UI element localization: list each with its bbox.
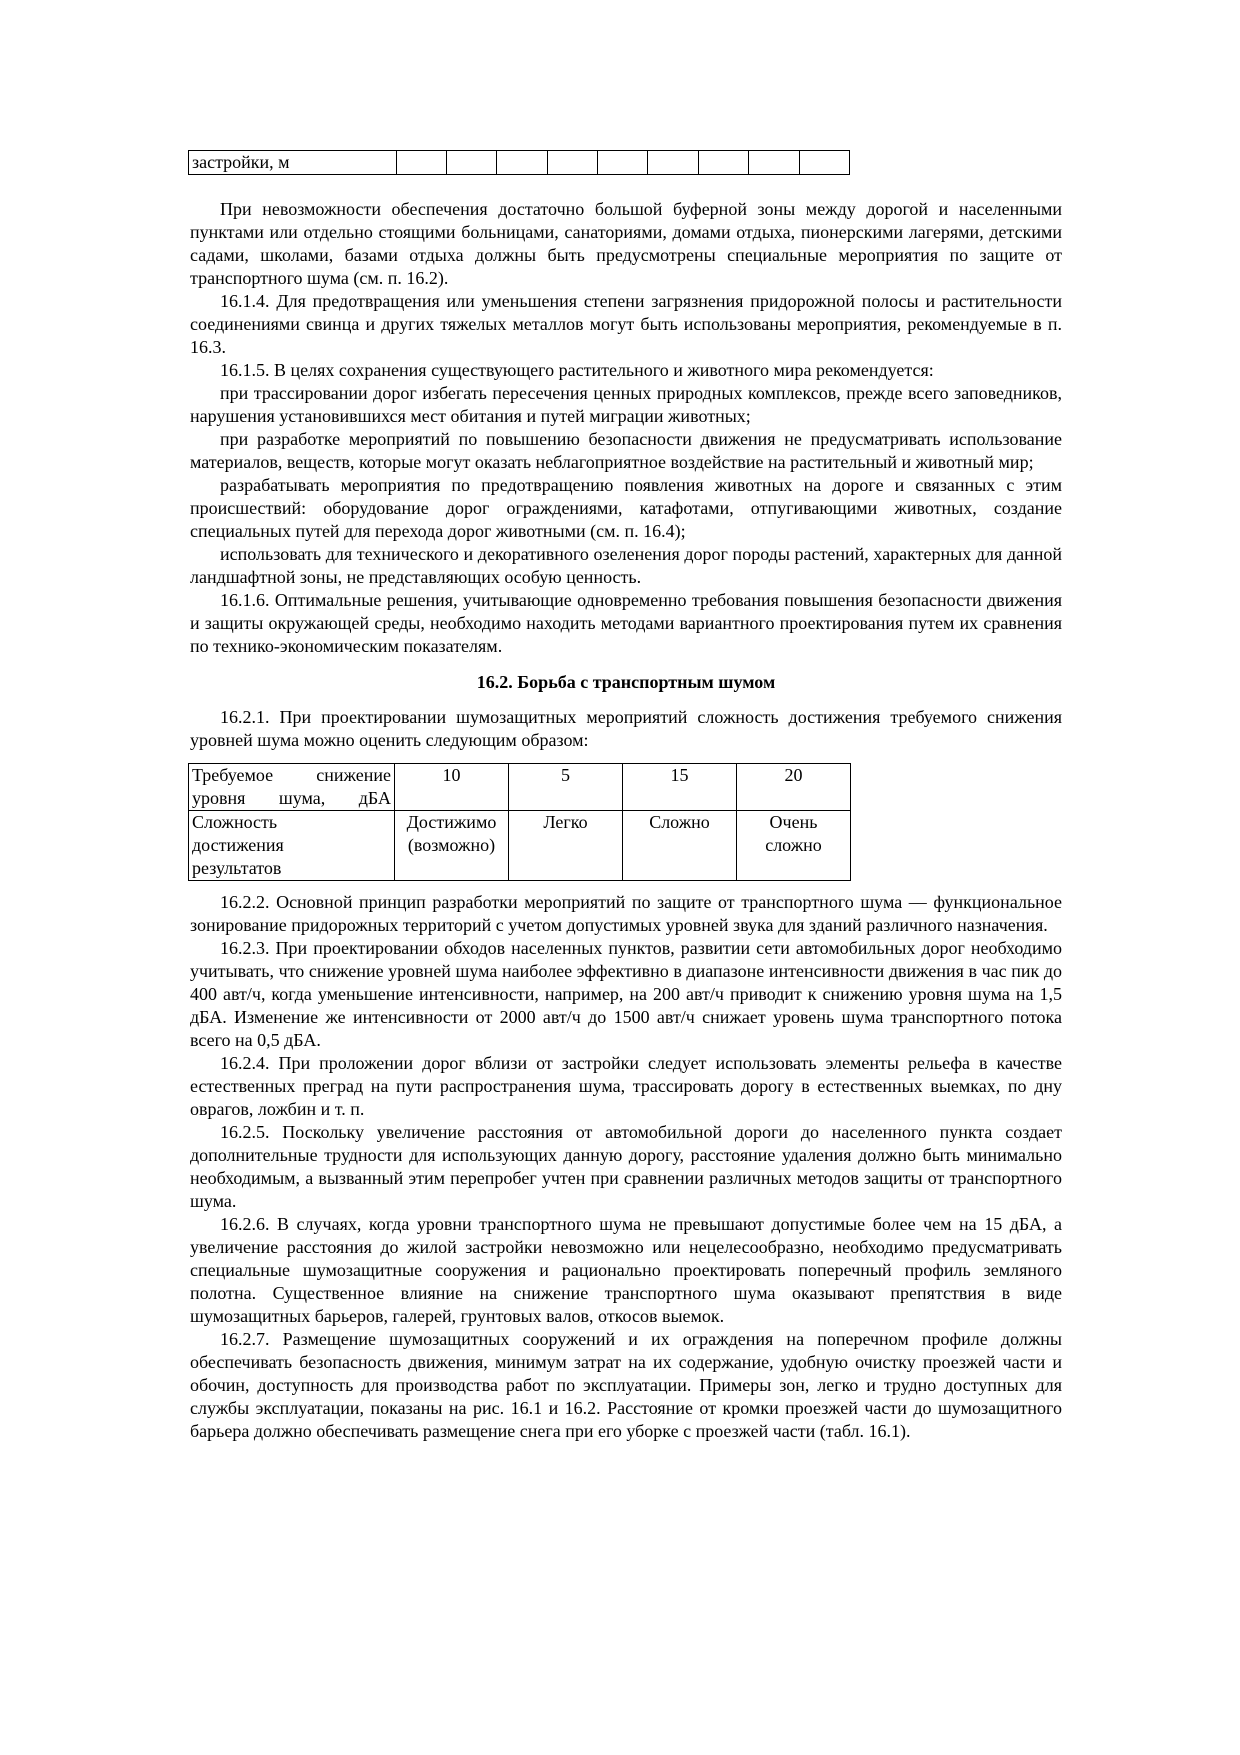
table-cell: Легко <box>509 811 623 881</box>
paragraph: 16.2.5. Поскольку увеличение расстояния от автомобильной дороги до населенного пункта создает дополнительные трудности для использующих данную дорогу, расстояние удаления должно быть минимально необходимым, а вызванный этим перепробег учтен при сравнении различных методов защиты от транспортного шума. <box>190 1122 1062 1211</box>
table-cell: 10 <box>395 764 509 811</box>
table-cell <box>737 811 851 881</box>
table-row <box>189 764 851 811</box>
paragraph: При невозможности обеспечения достаточно большой буферной зоны между дорогой и населенными пунктами или отдельно стоящими больницами, санаториями, домами отдыха, пионерскими лагерями, детскими садами, школами, базами отдыха должны быть предусмотрены специальные мероприятия по защите от транспортного шума (см. п. 16.2). <box>190 199 1062 288</box>
table-cell-empty <box>799 151 849 175</box>
table-cell-empty <box>749 151 799 175</box>
table-cell: 20 <box>737 764 851 811</box>
paragraph: 16.1.6. Оптимальные решения, учитывающие одновременно требования повышения безопасности движения и защиты окружающей среды, необходимо находить методами вариантного проектирования путем их сравнения по технико-экономическим показателям. <box>190 590 1062 656</box>
paragraph: 16.2.7. Размещение шумозащитных сооружений и их ограждения на поперечном профиле должны обеспечивать безопасность движения, минимум затрат на их содержание, удобную очистку проезжей части и обочин, доступность для производства работ по эксплуатации. Примеры зон, легко и трудно доступных для службы эксплуатации, показаны на рис. 16.1 и 16.2. Расстояние от кромки проезжей части до шумозащитного барьера должно обеспечивать размещение снега при его уборке с проезжей части (табл. 16.1). <box>190 1329 1062 1441</box>
table-cell-empty <box>648 151 698 175</box>
paragraph: 16.2.1. При проектировании шумозащитных мероприятий сложность достижения требуемого снижения уровней шума можно оценить следующим образом: <box>190 707 1062 750</box>
document-page <box>190 150 1062 1443</box>
table-cell: Достижимо (возможно) <box>395 811 509 881</box>
table-row <box>189 151 850 175</box>
paragraph: 16.2.3. При проектировании обходов населенных пунктов, развитии сети автомобильных дорог необходимо учитывать, что снижение уровней шума наиболее эффективно в диапазоне интенсивности движения в час пик до 400 авт/ч, когда уменьшение интенсивности, например, на 200 авт/ч приводит к снижению уровня шума на 1,5 дБА. Изменение же интенсивности от 2000 авт/ч до 1500 авт/ч снижает уровень шума транспортного потока всего на 0,5 дБА. <box>190 938 1062 1050</box>
top-table-fragment <box>188 150 850 175</box>
section-title: 16.2. Борьба с транспортным шумом <box>476 672 776 692</box>
paragraph: использовать для технического и декоративного озеленения дорог породы растений, характерных для данной ландшафтной зоны, не представляющих особую ценность. <box>190 544 1062 587</box>
paragraph: при разработке мероприятий по повышению безопасности движения не предусматривать использование материалов, веществ, которые могут оказать неблагоприятное воздействие на растительный и животный мир; <box>190 429 1062 472</box>
row-header-noise-reduction: Требуемое снижение уровня шума, дБА <box>189 764 395 811</box>
table-cell: 15 <box>623 764 737 811</box>
table-cell-label: застройки, м <box>189 151 397 175</box>
row-header-difficulty-text: Сложность достижения результатов <box>192 812 284 878</box>
paragraph: 16.2.4. При проложении дорог вблизи от застройки следует использовать элементы рельефа в качестве естественных преград на пути распространения шума, трассировать дорогу в естественных выемках, по дну оврагов, ложбин и т. п. <box>190 1053 1062 1119</box>
table-cell: 5 <box>509 764 623 811</box>
table-cell-empty <box>547 151 597 175</box>
paragraph: 16.2.6. В случаях, когда уровни транспортного шума не превышают допустимые более чем на 15 дБА, а увеличение расстояния до жилой застройки невозможно или нецелесообразно, необходимо предусматривать специальные шумозащитные сооружения и рационально проектировать поперечный профиль земляного полотна. Существенное влияние на снижение транспортного шума оказывают препятствия в виде шумозащитных барьеров, галерей, грунтовых валов, откосов выемок. <box>190 1214 1062 1326</box>
paragraph: разрабатывать мероприятия по предотвращению появления животных на дороге и связанных с этим происшествий: оборудование дорог ограждениями, катафотами, отпугивающими животных, создание специальных путей для перехода дорог животными (см. п. 16.4); <box>190 475 1062 541</box>
table-cell-empty <box>497 151 547 175</box>
paragraph: 16.1.5. В целях сохранения существующего растительного и животного мира рекомендуется: <box>220 360 934 380</box>
table-row <box>189 811 851 881</box>
paragraph: 16.2.2. Основной принцип разработки мероприятий по защите от транспортного шума — функциональное зонирование придорожных территорий с учетом допустимых уровней звука для зданий различного назначения. <box>190 892 1062 935</box>
table-cell-text: Очень сложно <box>765 812 822 855</box>
table-cell-empty <box>698 151 748 175</box>
table-cell-empty <box>396 151 446 175</box>
table-cell-empty <box>446 151 496 175</box>
table-cell: Сложно <box>623 811 737 881</box>
row-header-difficulty <box>189 811 395 881</box>
noise-reduction-table <box>188 763 851 881</box>
table-cell-empty <box>598 151 648 175</box>
paragraph: при трассировании дорог избегать пересечения ценных природных комплексов, прежде всего заповедников, нарушения установившихся мест обитания и путей миграции животных; <box>190 383 1062 426</box>
paragraph: 16.1.4. Для предотвращения или уменьшения степени загрязнения придорожной полосы и растительности соединениями свинца и других тяжелых металлов могут быть использованы мероприятия, рекомендуемые в п. 16.3. <box>190 291 1062 357</box>
